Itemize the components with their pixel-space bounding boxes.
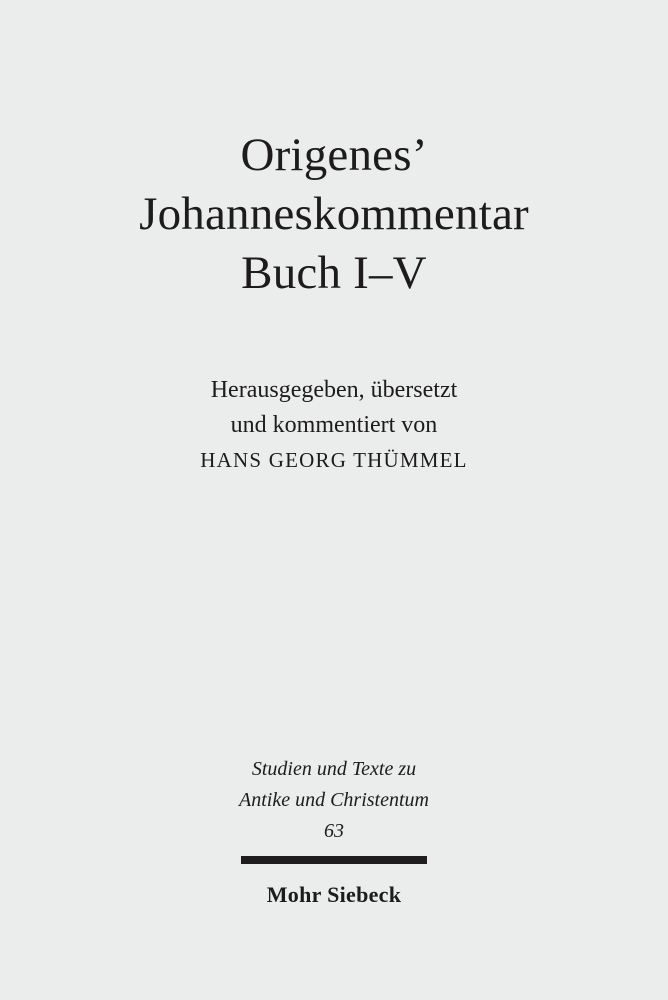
divider-rule: [241, 856, 427, 864]
series-line-1: Studien und Texte zu: [251, 758, 417, 780]
editor-name: HANS GEORG THÜMMEL: [200, 448, 468, 472]
title-line-3: Buch I–V: [241, 247, 427, 299]
title-line-2: Johanneskommentar: [139, 188, 529, 240]
series-line-2: Antike und Christentum: [239, 789, 429, 811]
series-info: [0, 754, 668, 847]
title-line-1: Origenes’: [240, 129, 428, 181]
publisher-name: Mohr Siebeck: [266, 882, 402, 907]
editor-line-2: und kommentiert von: [230, 412, 438, 438]
editor-line-1: Herausgegeben, übersetzt: [210, 377, 458, 403]
series-number: 63: [324, 820, 344, 842]
book-title: [0, 126, 668, 303]
editor-credit: [0, 373, 668, 478]
